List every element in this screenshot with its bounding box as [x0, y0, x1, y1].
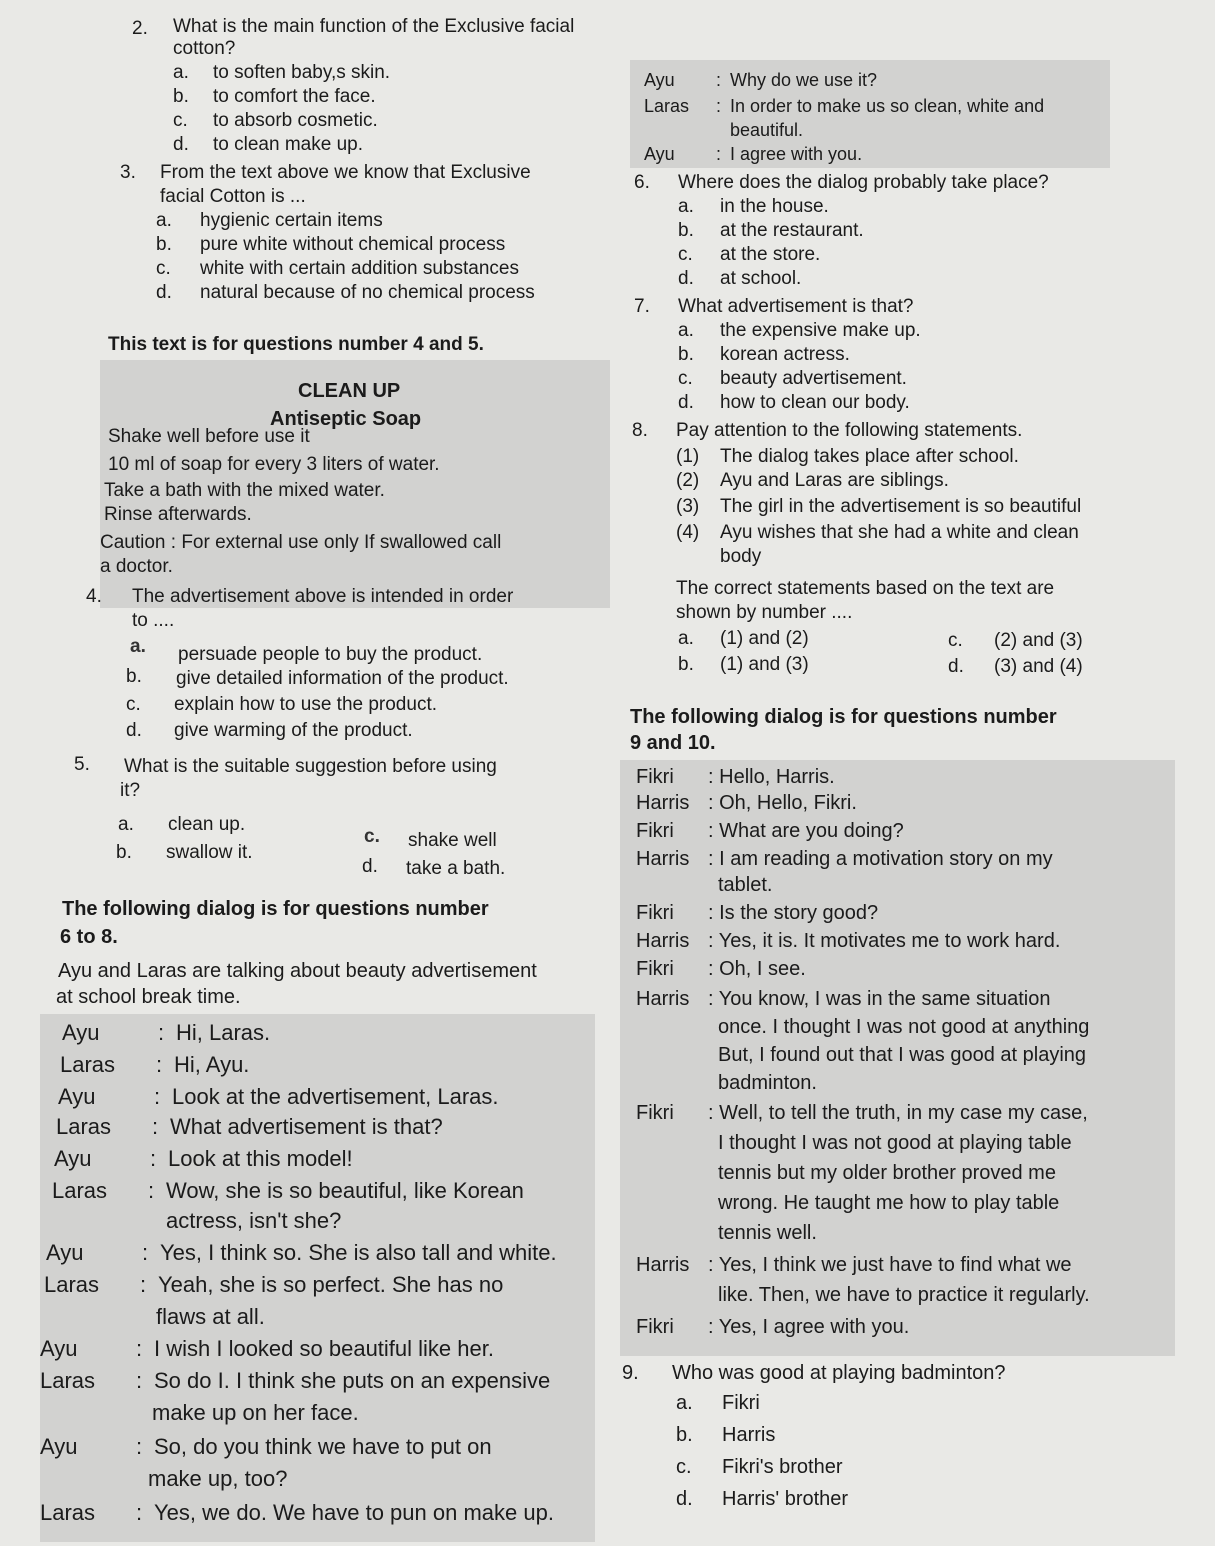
option-letter: a. [678, 628, 694, 649]
option-letter: c. [126, 694, 141, 715]
dialog-line: Harris : You know, I was in the same situation [636, 988, 1051, 1010]
utterance: make up on her face. [152, 1400, 359, 1425]
utterance: Why do we use it? [730, 70, 878, 90]
option-letter: b. [676, 1424, 693, 1446]
dialog-line-cont [152, 1400, 359, 1426]
option-letter: c. [676, 1456, 692, 1478]
dialog-line: Fikri : What are you doing? [636, 820, 904, 842]
ad-title: CLEAN UP [298, 380, 401, 402]
option-text: in the house. [720, 196, 829, 217]
statement-number: (4) [676, 522, 700, 543]
option-letter-marked: c. [364, 826, 380, 847]
utterance: flaws at all. [156, 1304, 265, 1329]
option-text: (2) and (3) [994, 630, 1083, 651]
option-text: natural because of no chemical process [200, 282, 535, 303]
question-number: 8. [632, 420, 648, 441]
utterance: Yes, we do. We have to pun on make up. [154, 1500, 554, 1525]
utterance: What are you doing? [719, 820, 904, 842]
option-text: take a bath. [406, 858, 506, 879]
speaker: Fikri [636, 902, 674, 924]
dialog-line: Harris : Oh, Hello, Fikri. [636, 792, 857, 814]
option-letter: d. [126, 720, 142, 741]
section-heading: 6 to 8. [60, 926, 118, 948]
utterance: Is the story good? [719, 902, 879, 924]
utterance: badminton. [718, 1072, 817, 1094]
dialog-line-cont [718, 1044, 1086, 1067]
utterance: like. Then, we have to practice it regularly. [718, 1284, 1090, 1306]
option-text: Harris' brother [722, 1488, 849, 1510]
dialog-line: Ayu : So, do you think we have to put on [40, 1434, 492, 1459]
dialog-context: Ayu and Laras are talking about beauty advertisement [58, 960, 537, 982]
question-text: From the text above we know that Exclusive [160, 162, 531, 183]
speaker: Laras [644, 96, 690, 116]
option-letter: a. [676, 1392, 693, 1414]
option-letter: b. [126, 666, 142, 687]
ad-line: Shake well before use it [108, 426, 310, 447]
utterance: Oh, Hello, Fikri. [719, 792, 857, 814]
section-heading: 9 and 10. [630, 732, 716, 754]
speaker: Laras [60, 1052, 116, 1077]
dialog-line: Fikri : Oh, I see. [636, 958, 806, 980]
option-text: shake well [408, 830, 497, 851]
colon: : [708, 766, 720, 788]
utterance: Look at this model! [168, 1146, 353, 1171]
option-text: to clean make up. [213, 134, 363, 155]
speaker: Fikri [636, 958, 674, 980]
speaker: Harris [636, 848, 690, 870]
dialog-line-cont [718, 874, 772, 897]
question-text: What advertisement is that? [678, 296, 914, 317]
speaker: Ayu [40, 1336, 78, 1361]
speaker: Ayu [644, 70, 675, 90]
speaker: Laras [52, 1178, 108, 1203]
speaker: Ayu [54, 1146, 92, 1171]
dialog-line-cont [166, 1208, 341, 1234]
utterance: I thought I was not good at playing table [718, 1132, 1072, 1154]
dialog-line: Laras : Yes, we do. We have to pun on make up. [40, 1500, 554, 1525]
option-letter: b. [116, 842, 132, 863]
utterance: beautiful. [730, 120, 804, 140]
question-text: cotton? [173, 38, 236, 59]
dialog-line: Fikri : Well, to tell the truth, in my case my case, [636, 1102, 1088, 1124]
ad-line: 10 ml of soap for every 3 liters of water. [108, 454, 440, 475]
question-text: Who was good at playing badminton? [672, 1362, 1006, 1384]
speaker: Laras [44, 1272, 100, 1297]
dialog-line: Fikri : Yes, I agree with you. [636, 1316, 910, 1338]
utterance: make up, too? [148, 1466, 288, 1491]
option-text: at the store. [720, 244, 821, 265]
utterance: Yes, I think we just have to find what we [718, 1254, 1072, 1276]
utterance: tennis well. [718, 1222, 817, 1244]
option-text: clean up. [168, 814, 246, 835]
option-text: pure white without chemical process [200, 234, 506, 255]
dialog-box-continued [630, 60, 1110, 168]
dialog-line-cont [718, 1162, 1056, 1185]
statement-text: Ayu wishes that she had a white and clean [720, 522, 1079, 543]
option-letter: d. [948, 656, 964, 677]
dialog-line: Laras : Yeah, she is so perfect. She has no [44, 1272, 504, 1297]
question-text: it? [120, 780, 141, 801]
option-text: at the restaurant. [720, 220, 864, 241]
speaker: Laras [40, 1500, 96, 1525]
statement-number: (2) [676, 470, 700, 491]
speaker: Harris [636, 988, 690, 1010]
dialog-box-fikri-harris [620, 760, 1175, 1356]
utterance: wrong. He taught me how to play table [718, 1192, 1060, 1214]
utterance: actress, isn't she? [166, 1208, 342, 1233]
statement-text: body [720, 546, 762, 567]
utterance: Well, to tell the truth, in my case my case, [719, 1102, 1088, 1124]
option-letter: a. [678, 196, 694, 217]
utterance: Hi, Ayu. [174, 1052, 250, 1077]
dialog-line-cont [156, 1304, 265, 1330]
dialog-line-cont [148, 1466, 287, 1492]
utterance: Yes, I agree with you. [718, 1316, 910, 1338]
option-text: to comfort the face. [213, 86, 376, 107]
option-text: persuade people to buy the product. [178, 644, 483, 665]
statement-text: The dialog takes place after school. [720, 446, 1019, 467]
utterance: Oh, I see. [719, 958, 806, 980]
dialog-line: Ayu : Hi, Laras. [62, 1020, 271, 1045]
option-letter: c. [156, 258, 171, 279]
option-text: Fikri's brother [722, 1456, 843, 1478]
ad-line: a doctor. [100, 556, 173, 577]
dialog-line-cont [718, 1284, 1090, 1307]
speaker: Ayu [62, 1020, 100, 1045]
ad-line: Caution : For external use only If swallowed call [100, 532, 502, 553]
question-text: facial Cotton is ... [160, 186, 306, 207]
dialog-line: Harris : Yes, it is. It motivates me to work hard. [636, 930, 1061, 952]
dialog-line: Laras : So do I. I think she puts on an expensive [40, 1368, 551, 1393]
dialog-line: Ayu : I agree with you. [644, 144, 863, 164]
speaker: Fikri [636, 820, 674, 842]
option-text: white with certain addition substances [200, 258, 519, 279]
utterance: I am reading a motivation story on my [719, 848, 1053, 870]
dialog-line: Laras : In order to make us so clean, white and [644, 96, 1045, 116]
question-number: 5. [74, 754, 90, 775]
utterance: You know, I was in the same situation [718, 988, 1051, 1010]
question-text: The advertisement above is intended in order [132, 586, 514, 607]
option-text: to absorb cosmetic. [213, 110, 378, 131]
utterance: once. I thought I was not good at anything [718, 1016, 1090, 1038]
option-text: hygienic certain items [200, 210, 383, 231]
option-letter: b. [678, 344, 694, 365]
utterance: So, do you think we have to put on [154, 1434, 492, 1459]
option-text: Harris [722, 1424, 776, 1446]
option-letter: a. [156, 210, 172, 231]
question-text: Pay attention to the following statements. [676, 420, 1023, 441]
dialog-line: Ayu : Yes, I think so. She is also tall and white. [46, 1240, 557, 1265]
option-letter: d. [173, 134, 189, 155]
statement-text: Ayu and Laras are siblings. [720, 470, 949, 491]
option-letter: b. [678, 220, 694, 241]
option-letter: a. [173, 62, 189, 83]
option-text: (3) and (4) [994, 656, 1083, 677]
dialog-line: Harris : Yes, I think we just have to find what we [636, 1254, 1072, 1276]
question-prompt: The correct statements based on the text are [676, 578, 1055, 599]
speaker: Laras [40, 1368, 96, 1393]
advertisement-box [100, 360, 610, 608]
option-text: korean actress. [720, 344, 850, 365]
question-text: to .... [132, 610, 175, 631]
option-text: Fikri [722, 1392, 760, 1414]
option-letter: d. [362, 856, 378, 877]
utterance: I wish I looked so beautiful like her. [154, 1336, 494, 1361]
utterance: What advertisement is that? [170, 1114, 443, 1139]
option-letter: a. [118, 814, 134, 835]
statement-number: (3) [676, 496, 700, 517]
dialog-line-cont [718, 1222, 817, 1245]
section-heading: The following dialog is for questions number [630, 706, 1057, 728]
option-text: to soften baby,s skin. [213, 62, 391, 83]
question-text: What is the main function of the Exclusive facial [173, 16, 575, 37]
statement-text: The girl in the advertisement is so beautiful [720, 496, 1082, 517]
option-letter: c. [173, 110, 188, 131]
utterance: I agree with you. [730, 144, 863, 164]
dialog-line: Laras : Wow, she is so beautiful, like Korean [52, 1178, 524, 1203]
option-text: beauty advertisement. [720, 368, 907, 389]
speaker: Fikri [636, 766, 674, 788]
option-text: how to clean our body. [720, 392, 910, 413]
option-text: swallow it. [166, 842, 253, 863]
dialog-line-cont [718, 1016, 1089, 1039]
utterance: tennis but my older brother proved me [718, 1162, 1056, 1184]
option-letter: b. [156, 234, 172, 255]
option-letter: c. [678, 368, 693, 389]
question-number: 7. [634, 296, 650, 317]
speaker: Ayu [58, 1084, 96, 1109]
option-letter: a. [678, 320, 694, 341]
dialog-line: Ayu : Look at the advertisement, Laras. [58, 1084, 499, 1109]
option-text: (1) and (3) [720, 654, 809, 675]
dialog-box-ayu-laras [40, 1014, 595, 1542]
dialog-line: Harris : I am reading a motivation story on my [636, 848, 1053, 870]
utterance: Yes, it is. It motivates me to work hard. [718, 930, 1061, 952]
utterance: Wow, she is so beautiful, like Korean [166, 1178, 524, 1203]
utterance: Yes, I think so. She is also tall and white. [160, 1240, 557, 1265]
speaker: Fikri [636, 1102, 674, 1124]
question-prompt: shown by number .... [676, 602, 853, 623]
option-letter: d. [678, 268, 694, 289]
utterance: tablet. [718, 874, 773, 896]
option-letter-marked: a. [130, 636, 146, 657]
dialog-line-cont [718, 1192, 1059, 1215]
speaker: Ayu [40, 1434, 78, 1459]
option-text: at school. [720, 268, 802, 289]
speaker: Ayu [46, 1240, 84, 1265]
section-heading: The following dialog is for questions number [62, 898, 489, 920]
dialog-line [636, 766, 835, 789]
question-number: 6. [634, 172, 650, 193]
option-text: give warming of the product. [174, 720, 413, 741]
question-number: 2. [132, 18, 148, 39]
ad-subtitle: Antiseptic Soap [270, 408, 422, 430]
speaker: Laras [56, 1114, 112, 1139]
statement-number: (1) [676, 446, 700, 467]
option-letter: b. [678, 654, 694, 675]
speaker: Harris [636, 792, 690, 814]
dialog-line: Laras : What advertisement is that? [56, 1114, 443, 1139]
dialog-line-cont [730, 120, 803, 141]
speaker: Harris [636, 930, 690, 952]
option-letter: c. [948, 630, 963, 651]
option-text: explain how to use the product. [174, 694, 438, 715]
utterance: Hi, Laras. [176, 1020, 271, 1045]
dialog-line: Fikri : Is the story good? [636, 902, 879, 924]
option-text: give detailed information of the product. [176, 668, 509, 689]
utterance: Look at the advertisement, Laras. [172, 1084, 499, 1109]
utterance: So do I. I think she puts on an expensive [154, 1368, 551, 1393]
option-letter: d. [676, 1488, 693, 1510]
dialog-line: Ayu : I wish I looked so beautiful like her. [40, 1336, 494, 1361]
utterance: In order to make us so clean, white and [730, 96, 1045, 116]
speaker: Ayu [644, 144, 675, 164]
question-text: What is the suitable suggestion before using [124, 756, 497, 777]
option-letter: c. [678, 244, 693, 265]
question-text: Where does the dialog probably take place? [678, 172, 1049, 193]
question-number: 3. [120, 162, 136, 183]
utterance: Hello, Harris. [719, 766, 835, 788]
section-heading: This text is for questions number 4 and 5. [108, 334, 484, 355]
ad-line: Rinse afterwards. [104, 504, 252, 525]
question-number: 9. [622, 1362, 639, 1384]
ad-line: Take a bath with the mixed water. [104, 480, 385, 501]
dialog-line: Ayu : Look at this model! [54, 1146, 353, 1171]
option-letter: d. [156, 282, 172, 303]
dialog-line-cont [718, 1072, 817, 1095]
speaker: Harris [636, 1254, 690, 1276]
dialog-line: Ayu : Why do we use it? [644, 70, 878, 90]
question-number: 4. [86, 586, 102, 607]
dialog-context: at school break time. [56, 986, 241, 1008]
speaker: Fikri [636, 1316, 674, 1338]
utterance: Yeah, she is so perfect. She has no [158, 1272, 504, 1297]
option-letter: b. [173, 86, 189, 107]
option-text: (1) and (2) [720, 628, 809, 649]
dialog-line-cont [718, 1132, 1072, 1155]
option-text: the expensive make up. [720, 320, 921, 341]
dialog-line: Laras : Hi, Ayu. [60, 1052, 250, 1077]
option-letter: d. [678, 392, 694, 413]
utterance: But, I found out that I was good at playing [718, 1044, 1087, 1066]
